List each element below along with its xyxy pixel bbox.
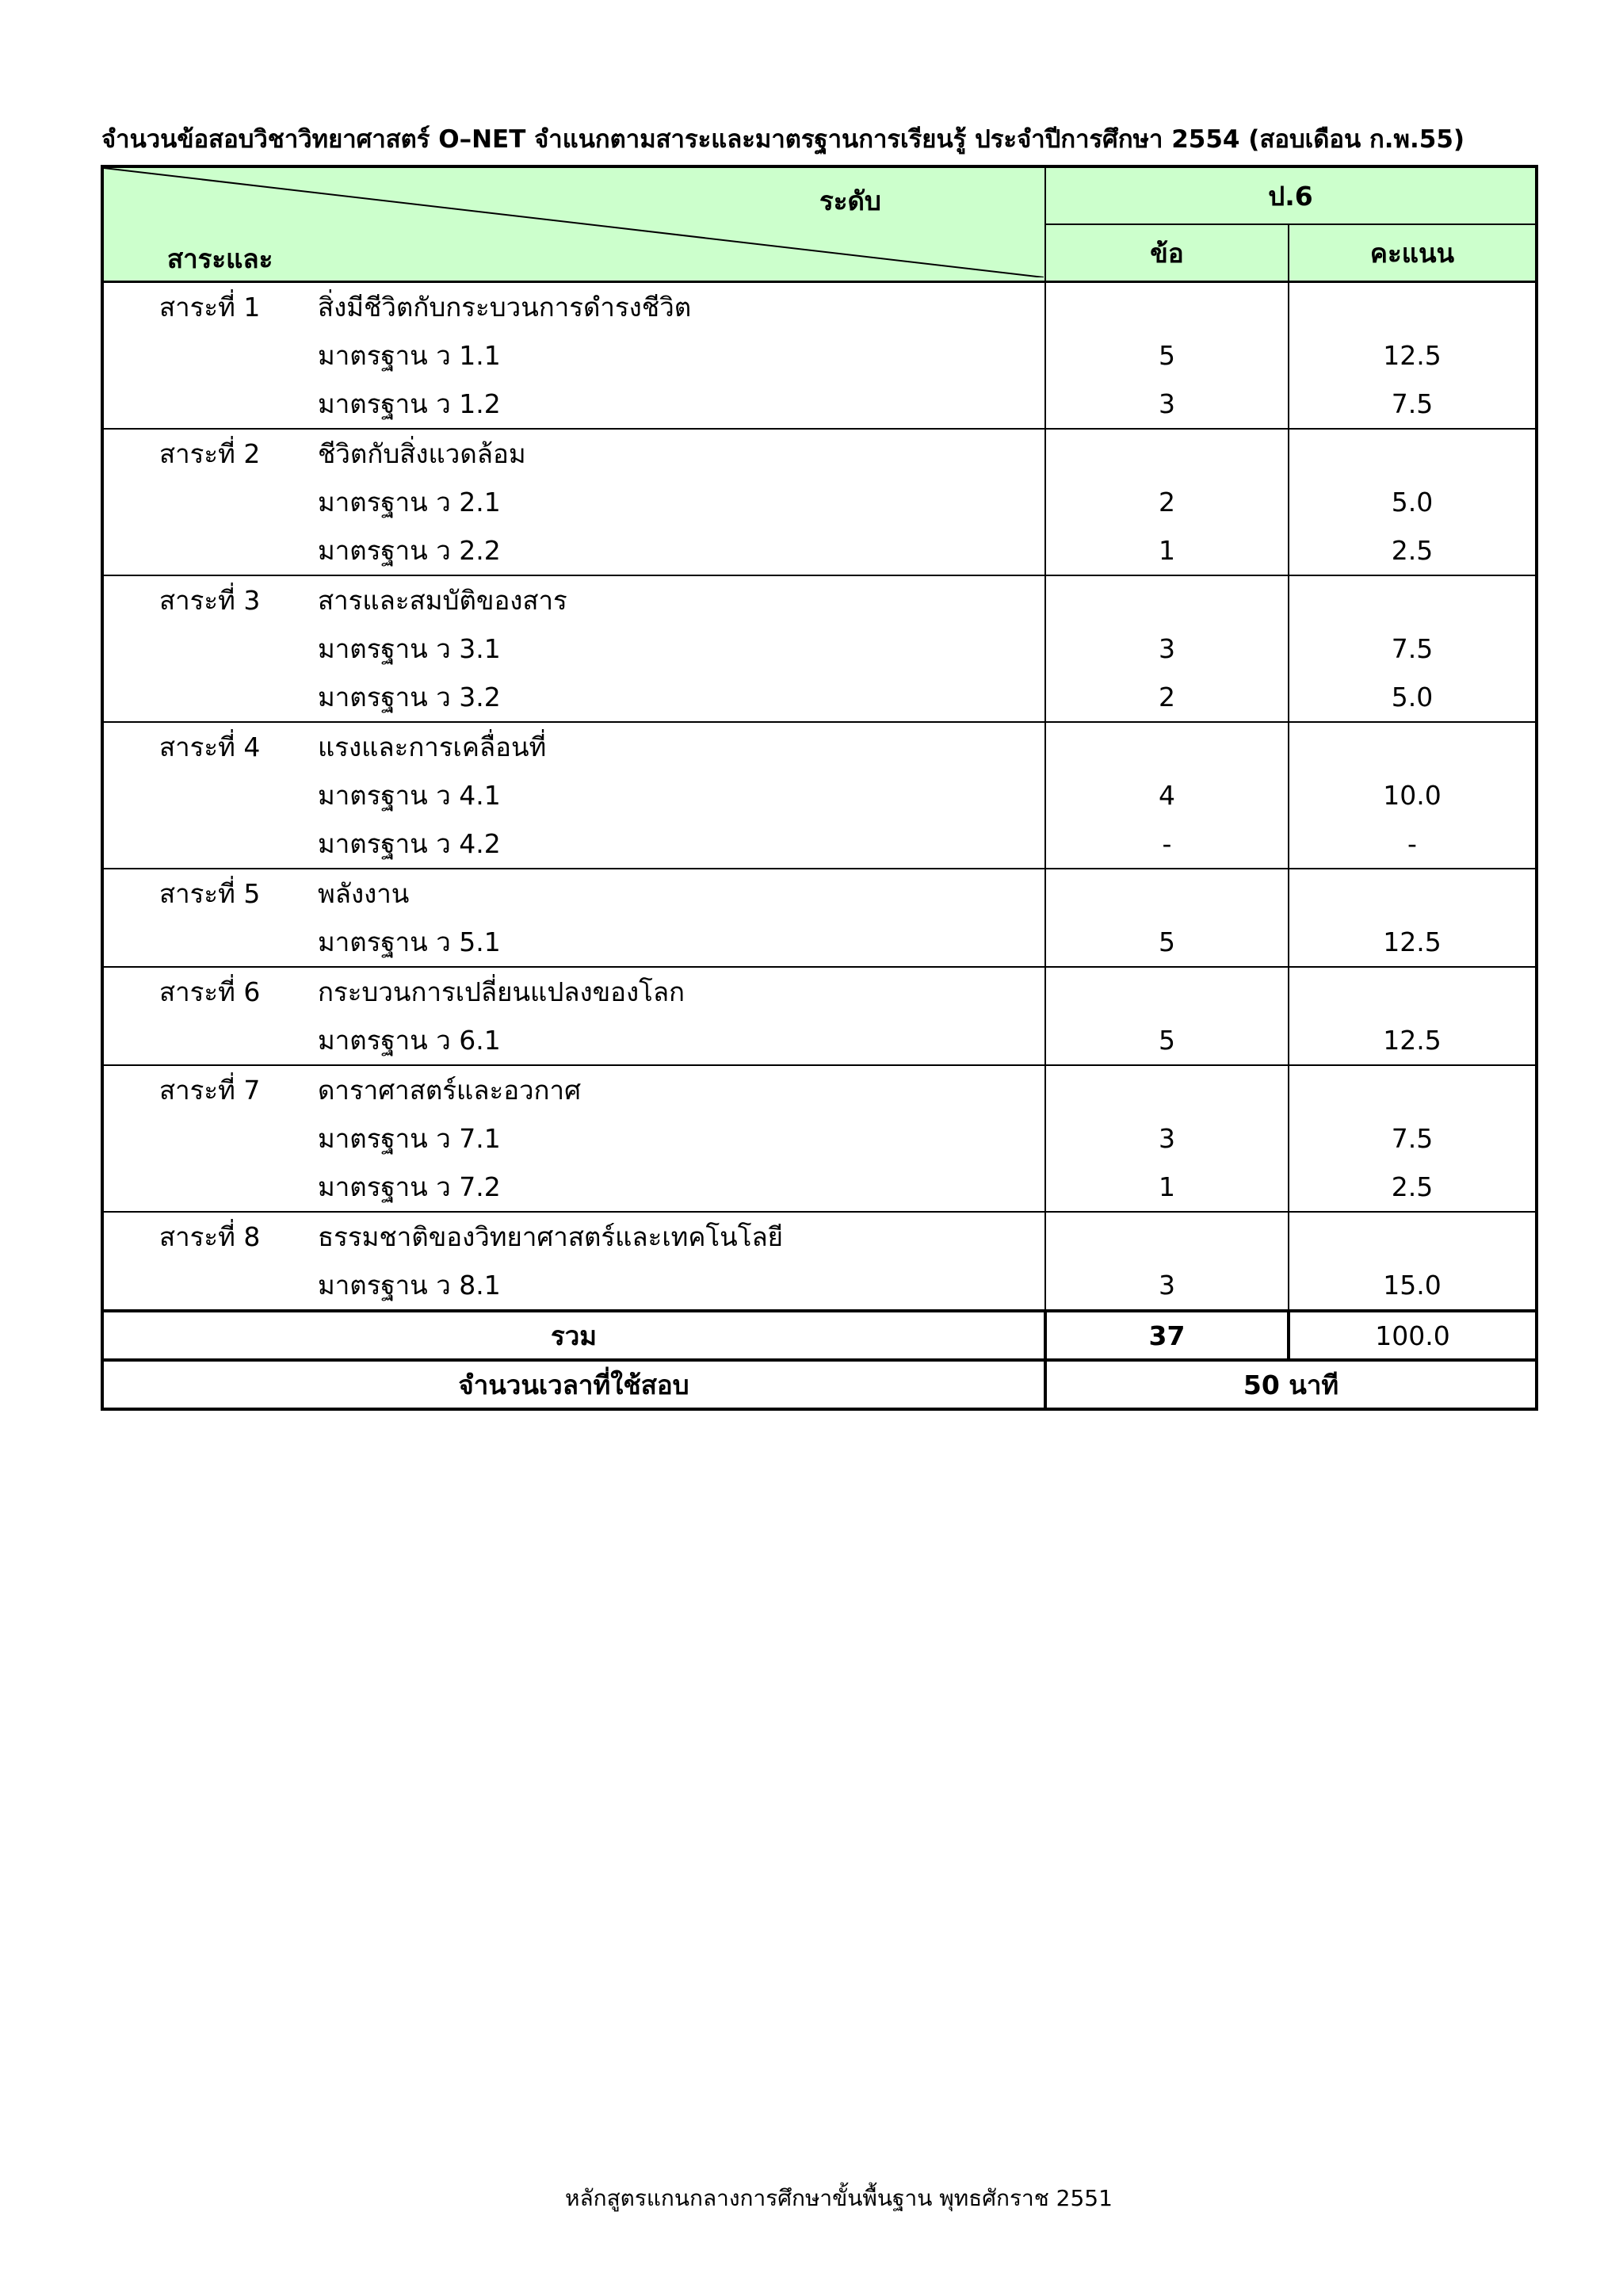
strand-row [102,967,1537,1016]
score-cell: 2.5 [1289,526,1537,575]
score-cell: 7.5 [1289,625,1537,673]
grade-header: ป.6 [1045,166,1537,224]
items-cell: 3 [1045,1261,1289,1311]
score-cell [1289,429,1537,478]
row-label-cell [102,429,1045,478]
standard-row [102,1114,1537,1163]
standard-row [102,478,1537,526]
score-cell [1289,967,1537,1016]
row-label-cell [102,380,1045,429]
items-cell [1045,722,1289,771]
strand-number: สาระที่ 3 [159,585,261,616]
time-value: 50 นาที [1045,1360,1537,1409]
row-label-cell [102,918,1045,967]
row-label-cell [102,1212,1045,1261]
score-column-header: คะแนน [1289,224,1537,282]
standard-name: มาตรฐาน ว 4.2 [318,828,501,859]
strand-row [102,1212,1537,1261]
strand-name: สารและสมบัติของสาร [318,585,567,616]
standard-name: มาตรฐาน ว 3.1 [318,633,501,664]
total-score: 100.0 [1289,1311,1537,1360]
row-label-cell [102,478,1045,526]
strand-row [102,282,1537,332]
score-cell [1289,722,1537,771]
row-label-cell [102,625,1045,673]
row-label-cell [102,967,1045,1016]
row-label-cell [102,526,1045,575]
strand-number: สาระที่ 1 [159,292,261,323]
score-cell: - [1289,819,1537,869]
items-cell: 5 [1045,331,1289,380]
total-row [102,1311,1537,1360]
row-label-cell [102,722,1045,771]
items-cell [1045,282,1289,332]
items-cell: 3 [1045,1114,1289,1163]
standard-row [102,771,1537,819]
row-label-cell [102,282,1045,332]
standard-name: มาตรฐาน ว 1.2 [318,388,501,419]
score-cell: 7.5 [1289,1114,1537,1163]
strand-number: สาระที่ 6 [159,976,261,1007]
row-label-cell [102,1261,1045,1311]
standard-row [102,918,1537,967]
standard-row [102,1261,1537,1311]
items-cell [1045,967,1289,1016]
row-label-cell [102,673,1045,722]
row-label-cell [102,869,1045,918]
items-cell [1045,1212,1289,1261]
standard-name: มาตรฐาน ว 8.1 [318,1270,501,1301]
strand-row [102,575,1537,625]
items-column-header: ข้อ [1045,224,1289,282]
strand-name: ดาราศาสตร์และอวกาศ [318,1075,582,1106]
level-header: ระดับ [819,185,881,216]
standard-name: มาตรฐาน ว 2.2 [318,535,501,566]
items-cell: - [1045,819,1289,869]
document-title: จำนวนข้อสอบวิชาวิทยาศาสตร์ O–NET จำแนกตามสาระและมาตรฐานการเรียนรู้ ประจำปีการศึกษา 2554 (สอบเดือน ก.พ.55) [101,125,1465,154]
score-cell: 12.5 [1289,331,1537,380]
items-cell: 5 [1045,1016,1289,1065]
total-items: 37 [1045,1311,1289,1360]
score-cell: 10.0 [1289,771,1537,819]
score-cell: 5.0 [1289,478,1537,526]
score-cell [1289,1065,1537,1114]
items-cell: 1 [1045,1163,1289,1212]
row-label-cell [102,1016,1045,1065]
items-cell: 5 [1045,918,1289,967]
items-cell: 3 [1045,625,1289,673]
strand-row [102,869,1537,918]
strand-number: สาระที่ 8 [159,1221,261,1252]
items-cell: 2 [1045,673,1289,722]
header-diagonal-cell [102,166,1045,282]
strand-number: สาระที่ 4 [159,732,261,762]
time-label: จำนวนเวลาที่ใช้สอบ [102,1360,1045,1409]
strand-name: ชีวิตกับสิ่งแวดล้อม [318,438,526,469]
score-cell [1289,1212,1537,1261]
items-cell: 3 [1045,380,1289,429]
strand-number: สาระที่ 7 [159,1075,261,1106]
standard-row [102,331,1537,380]
standard-name: มาตรฐาน ว 7.2 [318,1171,501,1202]
row-label-cell [102,1065,1045,1114]
standard-row [102,526,1537,575]
strand-row [102,722,1537,771]
standard-name: มาตรฐาน ว 1.1 [318,340,501,371]
standard-name: มาตรฐาน ว 3.2 [318,682,501,712]
items-cell: 1 [1045,526,1289,575]
score-cell: 2.5 [1289,1163,1537,1212]
strand-row [102,429,1537,478]
items-cell [1045,575,1289,625]
score-cell: 12.5 [1289,1016,1537,1065]
standard-row [102,673,1537,722]
row-label-cell [102,819,1045,869]
row-label-cell [102,1114,1045,1163]
exam-table [101,165,1538,1411]
standard-row [102,625,1537,673]
strand-name: สิ่งมีชีวิตกับกระบวนการดำรงชีวิต [318,292,692,323]
total-label: รวม [102,1311,1045,1360]
score-cell: 12.5 [1289,918,1537,967]
strand-name: กระบวนการเปลี่ยนแปลงของโลก [318,976,685,1007]
items-cell: 4 [1045,771,1289,819]
score-cell [1289,575,1537,625]
strand-name: แรงและการเคลื่อนที่ [318,732,547,762]
score-cell [1289,869,1537,918]
standard-name: มาตรฐาน ว 6.1 [318,1025,501,1056]
row-label-cell [102,331,1045,380]
strand-number: สาระที่ 5 [159,878,261,909]
score-cell [1289,282,1537,332]
strand-name: ธรรมชาติของวิทยาศาสตร์และเทคโนโลยี [318,1221,784,1252]
score-cell: 5.0 [1289,673,1537,722]
items-cell: 2 [1045,478,1289,526]
standard-row [102,380,1537,429]
standard-name: มาตรฐาน ว 2.1 [318,487,501,518]
row-label-cell [102,771,1045,819]
items-cell [1045,869,1289,918]
time-row [102,1360,1537,1409]
row-label-cell [102,1163,1045,1212]
score-cell: 7.5 [1289,380,1537,429]
standard-row [102,819,1537,869]
strand-number: สาระที่ 2 [159,438,261,469]
footer-note: หลักสูตรแกนกลางการศึกษาขั้นพื้นฐาน พุทธศักราช 2551 [565,2185,1113,2211]
strand-header: สาระและ [167,243,273,274]
row-label-cell [102,575,1045,625]
standard-name: มาตรฐาน ว 7.1 [318,1123,501,1154]
standard-name: มาตรฐาน ว 4.1 [318,780,501,811]
strand-row [102,1065,1537,1114]
standard-name: มาตรฐาน ว 5.1 [318,926,501,957]
standard-row [102,1163,1537,1212]
standard-row [102,1016,1537,1065]
items-cell [1045,1065,1289,1114]
strand-name: พลังงาน [318,878,410,909]
items-cell [1045,429,1289,478]
score-cell: 15.0 [1289,1261,1537,1311]
